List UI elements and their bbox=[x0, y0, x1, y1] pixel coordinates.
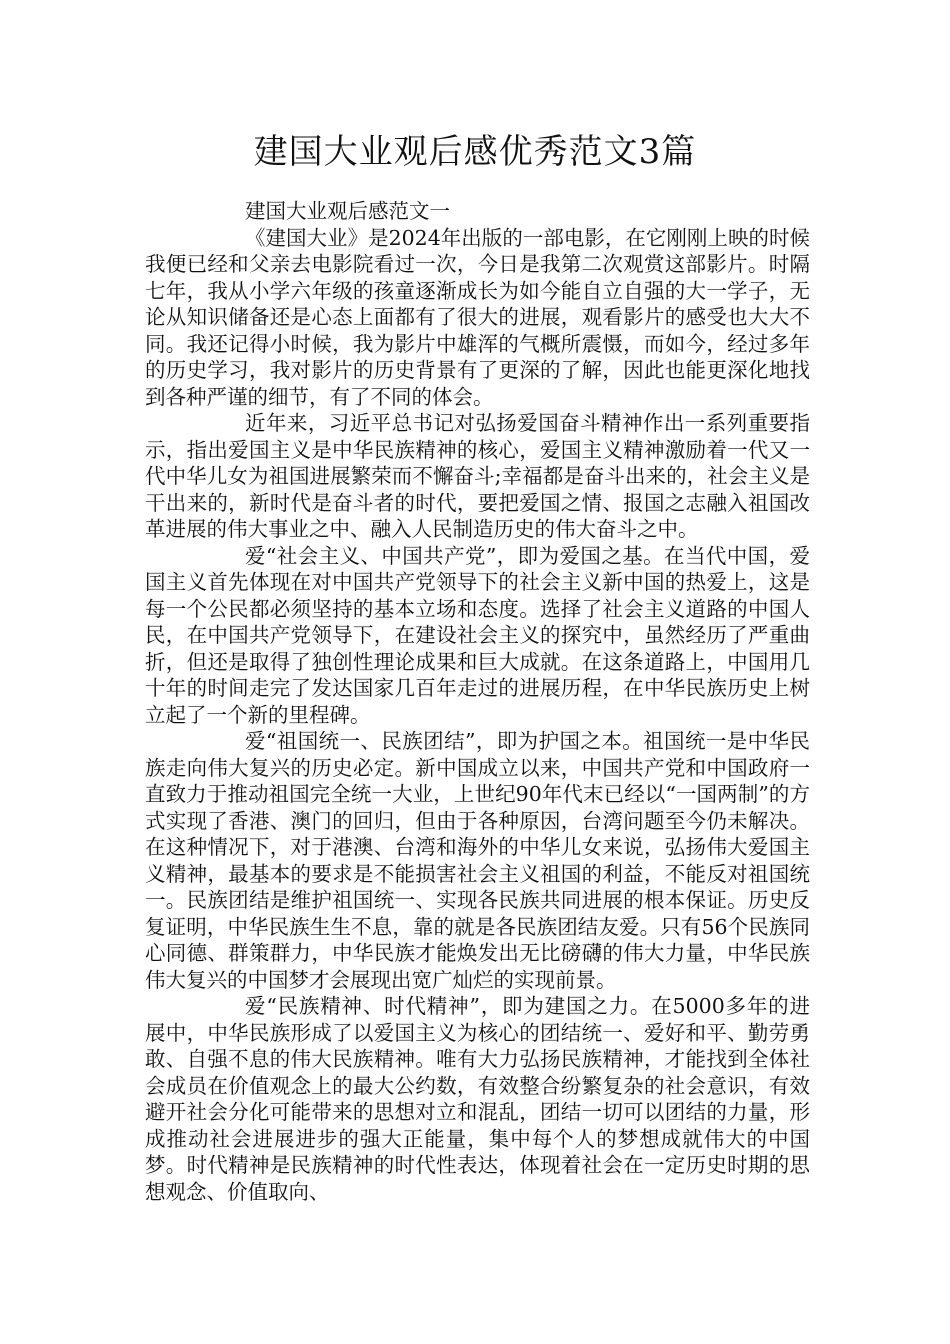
paragraph-3: 爱“社会主义、中国共产党”，即为爱国之基。在当代中国，爱国主义首先体现在对中国共产党领导下的社会主义新中国的热爱上，这是每一个公民都必须坚持的基本立场和态度。选择了社会主义道路的中国人民，在中国共产党领导下，在建设社会主义的探究中，虽然经历了严重曲折，但还是取得了独创性理论成果和巨大成就。在这条道路上，中国用几十年的时间走完了发达国家几百年走过的进展历程，在中华民族历史上树立起了一个新的里程碑。 bbox=[145, 543, 810, 727]
section-heading: 建国大业观后感范文一 bbox=[245, 199, 450, 223]
paragraph-4: 爱“祖国统一、民族团结”，即为护国之本。祖国统一是中华民族走向伟大复兴的历史必定。新中国成立以来，中国共产党和中国政府一直致力于推动祖国完全统一大业，上世纪90年代末已经以“一国两制”的方式实现了香港、澳门的回归，但由于各种原因，台湾问题至今仍未解决。在这种情况下，对于港澳、台湾和海外的中华儿女来说，弘扬伟大爱国主义精神，最基本的要求是不能损害社会主义祖国的利益，不能反对祖国统一。民族团结是维护祖国统一、实现各民族共同进展的根本保证。历史反复证明，中华民族生生不息，靠的就是各民族团结友爱。只有56个民族同心同德、群策群力，中华民族才能焕发出无比磅礴的伟大力量，中华民族伟大复兴的中国梦才会展现出宽广灿烂的实现前景。 bbox=[145, 729, 810, 992]
paragraph-2: 近年来，习近平总书记对弘扬爱国奋斗精神作出一系列重要指示，指出爱国主义是中华民族精神的核心，爱国主义精神激励着一代又一代中华儿女为祖国进展繁荣而不懈奋斗;幸福都是奋斗出来的，社会主义是干出来的，新时代是奋斗者的时代，要把爱国之情、报国之志融入祖国改革进展的伟大事业之中、融入人民制造历史的伟大奋斗之中。 bbox=[145, 411, 810, 541]
document-title: 建国大业观后感优秀范文3篇 bbox=[253, 132, 697, 172]
paragraph-5: 爱“民族精神、时代精神”，即为建国之力。在5000多年的进展中，中华民族形成了以爱国主义为核心的团结统一、爱好和平、勤劳勇敢、自强不息的伟大民族精神。唯有大力弘扬民族精神，才能找到全体社会成员在价值观念上的最大公约数，有效整合纷繁复杂的社会意识，有效避开社会分化可能带来的思想对立和混乱，团结一切可以团结的力量，形成推动社会进展进步的强大正能量，集中每个人的梦想成就伟大的中国梦。时代精神是民族精神的时代性表达，体现着社会在一定历史时期的思想观念、价值取向、 bbox=[145, 994, 810, 1204]
document-body bbox=[145, 198, 810, 1205]
paragraph-1: 《建国大业》是2024年出版的一部电影，在它刚刚上映的时候我便已经和父亲去电影院看过一次，今日是我第二次观赏这部影片。时隔七年，我从小学六年级的孩童逐渐成长为如今能自立自强的大一学子，无论从知识储备还是心态上面都有了很大的进展，观看影片的感受也大大不同。我还记得小时候，我为影片中雄浑的气概所震慑，而如今，经过多年的历史学习，我对影片的历史背景有了更深的了解，因此也能更深化地找到各种严谨的细节，有了不同的体会。 bbox=[145, 225, 810, 409]
